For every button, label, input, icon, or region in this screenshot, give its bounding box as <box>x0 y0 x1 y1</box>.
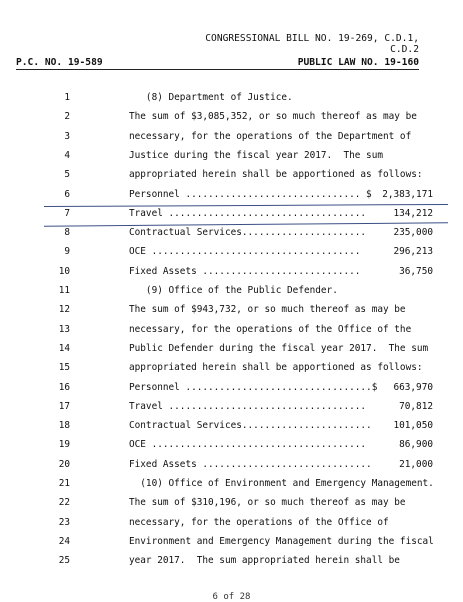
line-number: 5 <box>64 169 70 181</box>
line-text: appropriated herein shall be apportioned as follows: <box>129 362 423 374</box>
line-number: 24 <box>58 535 70 547</box>
line-number: 10 <box>58 265 70 277</box>
line-text: The sum of $943,732, or so much thereof as may be <box>129 304 406 316</box>
line-amount: 235,000 <box>393 227 433 239</box>
line-number: 12 <box>58 304 70 316</box>
line-text: Justice during the fiscal year 2017. The sum <box>129 149 383 161</box>
line-number: 18 <box>58 420 70 432</box>
bill-number-line-2: C.D.2 <box>390 44 419 55</box>
line-number: 14 <box>58 342 70 354</box>
line-text: Contractual Services....................... <box>129 420 372 432</box>
line-number: 11 <box>58 285 70 296</box>
line-number: 7 <box>64 207 70 219</box>
line-text: (9) Office of the Public Defender. <box>129 285 338 296</box>
line-number: 3 <box>64 130 70 142</box>
line-text: appropriated herein shall be apportioned as follows: <box>129 169 423 181</box>
line-text: The sum of $310,196, or so much thereof as may be <box>129 497 406 509</box>
line-text: necessary, for the operations of the Office of the <box>129 323 412 335</box>
line-amount: 2,383,171 <box>382 188 433 200</box>
line-number: 21 <box>58 478 70 489</box>
line-number: 13 <box>58 323 70 335</box>
page-number: 6 of 28 <box>212 592 251 602</box>
line-number: 23 <box>58 516 70 528</box>
line-text: OCE ..................................... <box>129 246 361 258</box>
line-text: Fixed Assets .............................. <box>129 458 372 470</box>
line-text: (10) Office of Environment and Emergency Management. <box>129 478 434 489</box>
line-text: year 2017. The sum appropriated herein shall be <box>129 555 400 567</box>
line-text: Contractual Services...................... <box>129 227 367 239</box>
line-number: 1 <box>64 92 70 103</box>
line-amount: 36,750 <box>399 265 433 277</box>
line-text: Environment and Emergency Management during the fiscal <box>129 535 434 547</box>
line-amount: 296,213 <box>393 246 433 258</box>
public-law-number: PUBLIC LAW NO. 19-160 <box>297 57 419 68</box>
line-text: Personnel .................................$ <box>129 381 378 393</box>
line-number: 25 <box>58 555 70 567</box>
line-text: OCE ...................................... <box>129 439 367 451</box>
line-text: The sum of $3,085,352, or so much thereof as may be <box>129 111 417 123</box>
line-text: Personnel ............................... $ <box>129 188 372 200</box>
line-number: 20 <box>58 458 70 470</box>
line-text: (8) Department of Justice. <box>129 92 293 103</box>
line-number: 15 <box>58 362 70 374</box>
line-number: 16 <box>58 381 70 393</box>
pc-number: P.C. NO. 19-589 <box>16 57 103 68</box>
line-number: 6 <box>64 188 70 200</box>
line-amount: 663,970 <box>393 381 433 393</box>
line-amount: 21,000 <box>399 458 433 470</box>
line-text: necessary, for the operations of the Office of <box>129 516 389 528</box>
line-number: 17 <box>58 400 70 412</box>
line-text: Public Defender during the fiscal year 2017. The sum <box>129 342 429 354</box>
line-text: Fixed Assets ............................ <box>129 265 361 277</box>
line-number: 8 <box>64 227 70 239</box>
line-number: 22 <box>58 497 70 509</box>
line-text: Travel ................................... <box>129 400 367 412</box>
line-amount: 70,812 <box>399 400 433 412</box>
line-amount: 101,050 <box>393 420 433 432</box>
bill-number-line-1: CONGRESSIONAL BILL NO. 19-269, C.D.1, <box>205 33 419 44</box>
line-number: 2 <box>64 111 70 123</box>
line-number: 19 <box>58 439 70 451</box>
line-number: 4 <box>64 149 70 161</box>
line-amount: 134,212 <box>393 207 433 219</box>
line-number: 9 <box>64 246 70 258</box>
line-text: necessary, for the operations of the Department of <box>129 130 412 142</box>
line-amount: 86,900 <box>399 439 433 451</box>
line-text: Travel ................................... <box>129 207 367 219</box>
